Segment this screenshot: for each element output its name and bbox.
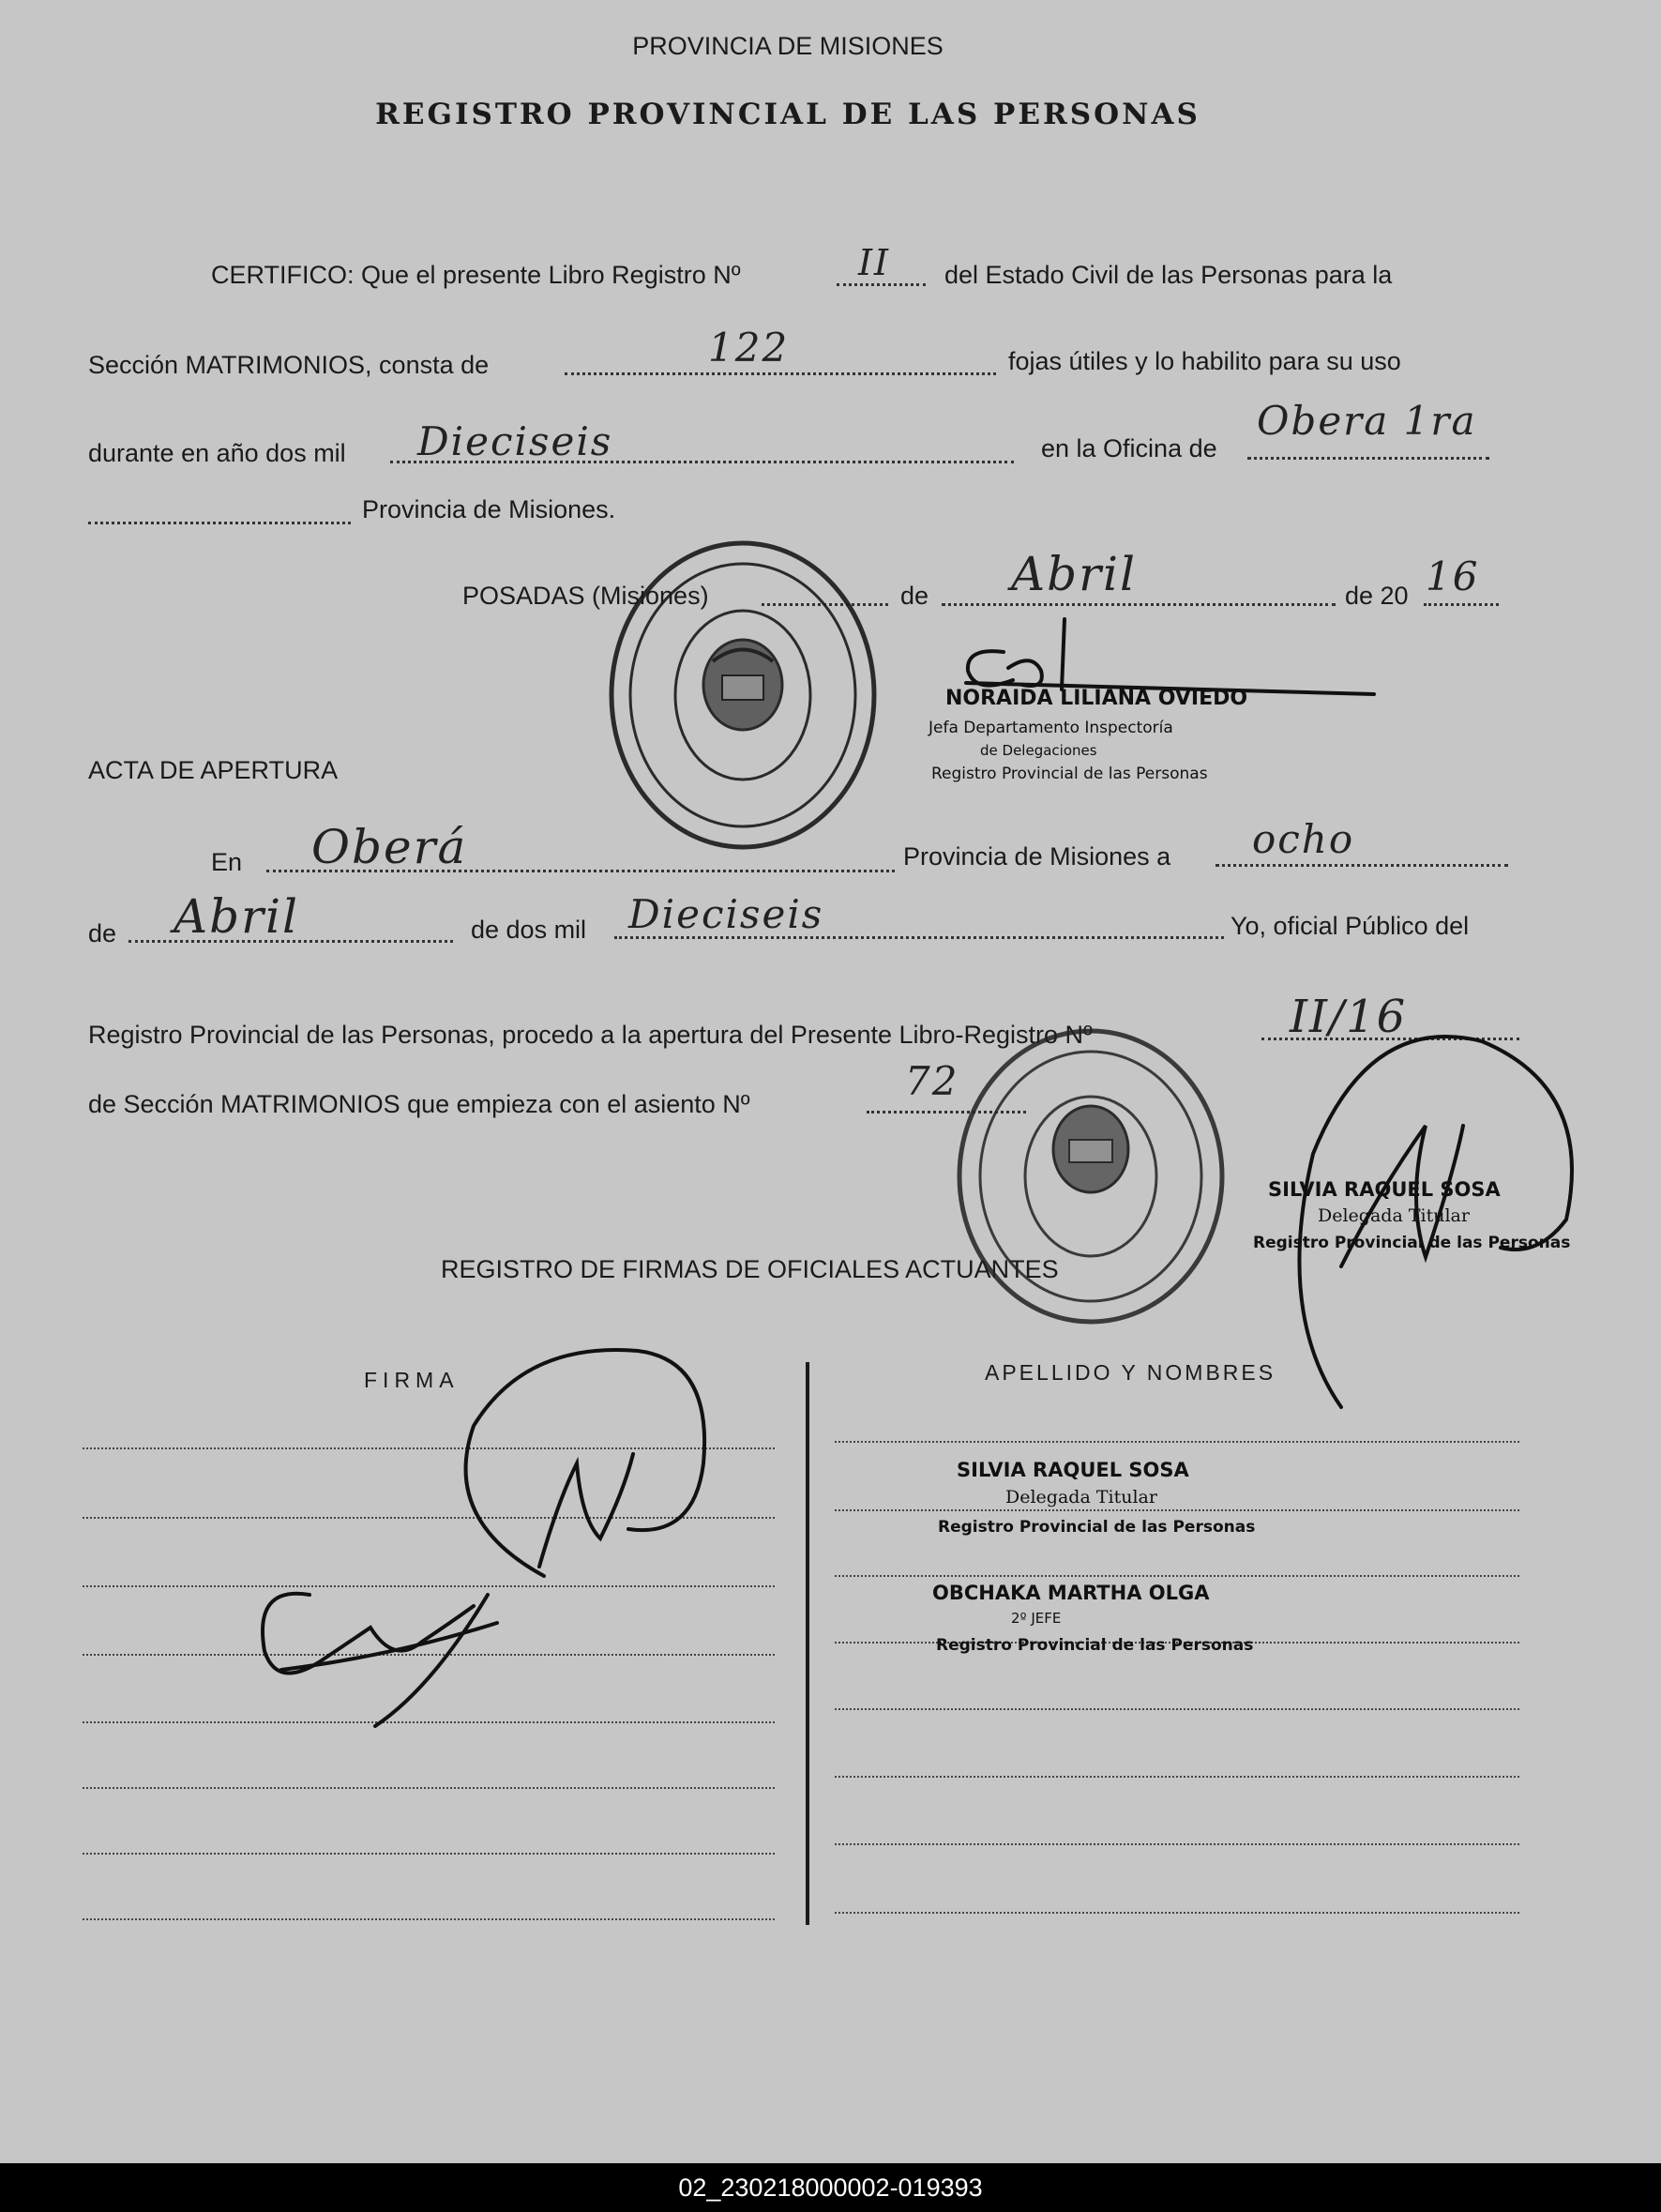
apertura-line-reg: Registro Provincial de las Personas, procedo a la apertura del Presente Libro-Registro Nº [88,1021,1093,1049]
date-de: de [900,582,929,610]
signature-oviedo [966,619,1374,694]
entry1-title: Delegada Titular [1005,1487,1157,1507]
signature-obchaka [263,1594,497,1726]
place-date: POSADAS (Misiones) [462,582,709,610]
year-suffix-handwritten: 16 [1426,553,1480,599]
year-words-handwritten: Dieciseis [417,418,613,464]
apertura-place-handwritten: Oberá [311,820,468,874]
delegate-title: Delegada Titular [1318,1205,1470,1226]
document-id-footer: 02_230218000002-019393 [0,2163,1661,2212]
cert-line1-prefix: CERTIFICO: Que el presente Libro Registro Nº [211,261,741,289]
apertura-de-dos-mil: de dos mil [471,916,587,944]
apertura-entry-handwritten: 72 [905,1058,959,1104]
official-seal-1 [612,543,874,847]
office-handwritten: Obera 1ra [1257,398,1477,444]
apertura-yo: Yo, oficial Público del [1231,912,1470,940]
entry2-name: OBCHAKA MARTHA OLGA [932,1582,1210,1604]
cert-line2-prefix: Sección MATRIMONIOS, consta de [88,351,490,379]
official-seal-2 [959,1031,1222,1322]
entry2-title: 2º JEFE [1011,1610,1062,1627]
apertura-day-handwritten: ocho [1252,816,1355,862]
pages-handwritten: 122 [708,325,790,371]
province-header: PROVINCIA DE MISIONES [632,32,944,60]
apertura-de: de [88,919,117,947]
cert-line1-suffix: del Estado Civil de las Personas para la [944,261,1393,289]
apertura-book-handwritten: II/16 [1290,991,1408,1043]
delegate-org: Registro Provincial de las Personas [1253,1234,1571,1252]
entry1-org: Registro Provincial de las Personas [938,1518,1256,1537]
apertura-month-handwritten: Abril [174,889,299,944]
apertura-year-handwritten: Dieciseis [628,891,824,937]
book-number-handwritten: II [858,242,891,283]
apertura-prov: Provincia de Misiones a [903,842,1171,871]
official-name: NORAIDA LILIANA OVIEDO [945,687,1248,710]
col-nombres-header: APELLIDO Y NOMBRES [985,1360,1276,1385]
month-handwritten: Abril [1011,547,1137,601]
signature-sosa-1 [1299,1037,1572,1407]
apertura-en: En [211,848,243,876]
entry1-name: SILVIA RAQUEL SOSA [957,1459,1189,1481]
official-title: Jefa Departamento Inspectoría [929,719,1173,737]
col-firma-header: FIRMA [364,1368,460,1392]
apertura-line-sec: de Sección MATRIMONIOS que empieza con el asiento Nº [88,1090,750,1118]
acta-title: ACTA DE APERTURA [88,756,339,784]
signature-sosa-2 [466,1350,705,1576]
entry2-org: Registro Provincial de las Personas [936,1636,1254,1655]
cert-line2-suffix: fojas útiles y lo habilito para su uso [1008,347,1401,375]
firmas-title: REGISTRO DE FIRMAS DE OFICIALES ACTUANTES [441,1255,1059,1283]
cert-line3-mid: en la Oficina de [1041,434,1217,462]
year-prefix: de 20 [1345,582,1409,610]
cert-line3-prefix: durante en año dos mil [88,439,346,467]
official-title2: de Delegaciones [980,742,1097,759]
cert-line4-suffix: Provincia de Misiones. [362,495,616,523]
delegate-name: SILVIA RAQUEL SOSA [1268,1178,1501,1201]
registry-title: REGISTRO PROVINCIAL DE LAS PERSONAS [375,98,1200,131]
official-org: Registro Provincial de las Personas [931,765,1208,783]
